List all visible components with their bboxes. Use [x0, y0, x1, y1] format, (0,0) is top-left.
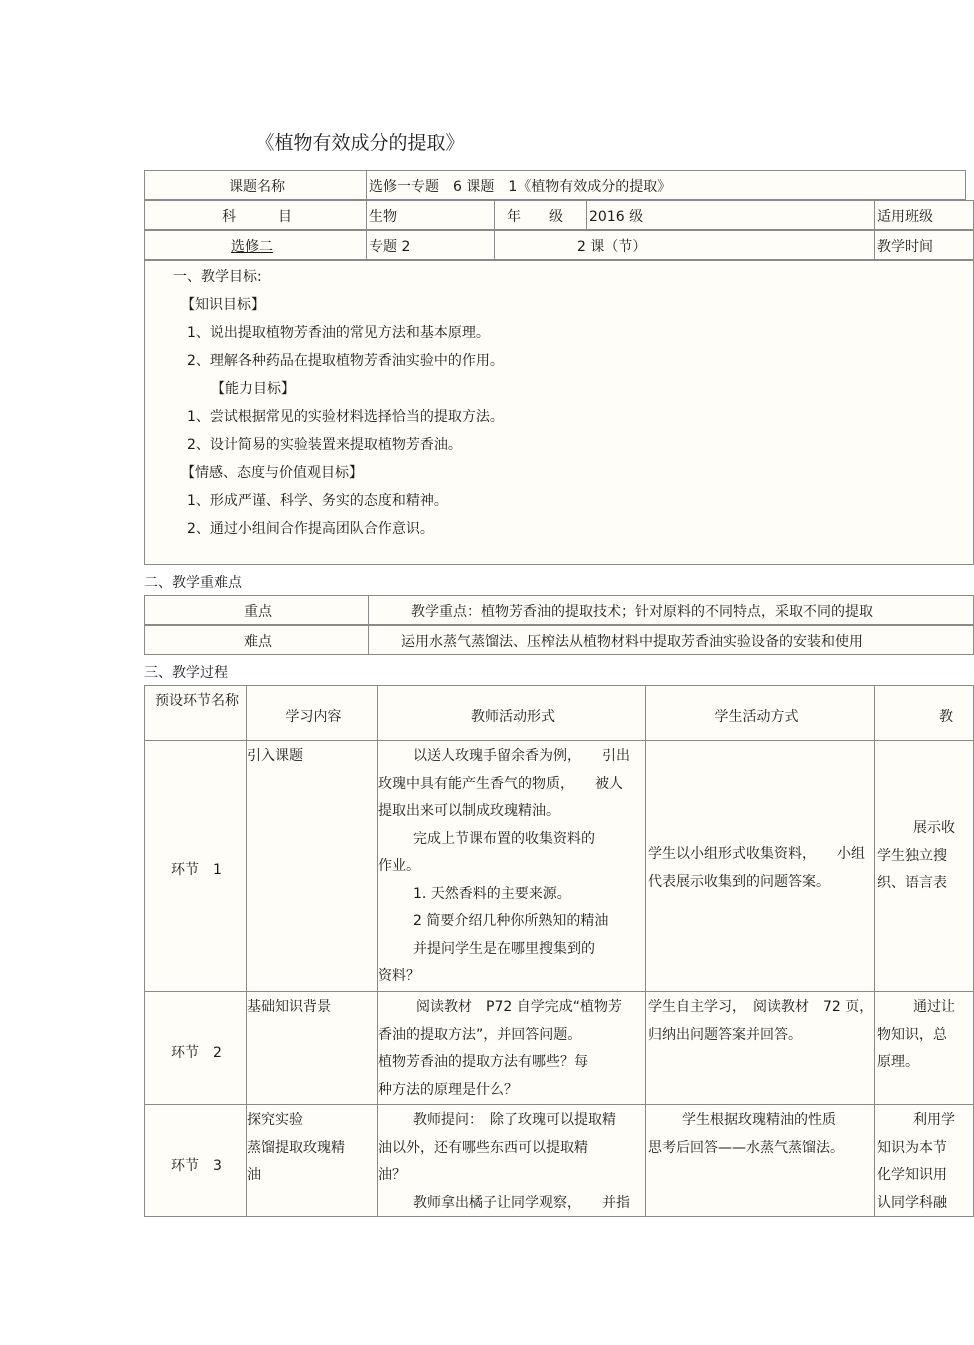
info-cell [366, 230, 496, 260]
intent-line: 化学知识用 [877, 1167, 947, 1183]
stage-content-cell [246, 1104, 379, 1217]
topic-value: 专题 2 [369, 239, 411, 255]
stage-content: 引入课题 [247, 748, 303, 764]
info-cell [586, 200, 876, 230]
header-intent: 教 [939, 709, 953, 725]
intent-line: 织、语言表 [877, 875, 947, 891]
class-label: 适用班级 [877, 209, 933, 225]
student-line: 代表展示收集到的问题答案。 [648, 873, 830, 890]
stage-name-cell [144, 740, 248, 993]
stage-name: 环节 3 [171, 1158, 222, 1174]
stage-content-cell [246, 740, 379, 993]
student-line: 归纳出问题答案并回答。 [648, 1026, 802, 1043]
student-line: 学生以小组形式收集资料， 小组 [648, 846, 865, 862]
intent-line: 原理。 [877, 1054, 919, 1070]
stage-teacher [378, 1107, 642, 1217]
teacher-line: 玫瑰中具有能产生香气的物质， 被人 [378, 775, 623, 792]
teacher-line: 阅读教材 P72 自学完成“植物芳 [416, 999, 622, 1015]
keypoint-cell [368, 595, 974, 625]
knowledge-item: 1、说出提取植物芳香油的常见方法和基本原理。 [187, 325, 490, 341]
objectives-content [173, 263, 504, 543]
teacher-line: 完成上节课布置的收集资料的 [413, 830, 595, 847]
content-line: 油 [247, 1167, 261, 1183]
teacher-line: 教师拿出橘子让同学观察， 并指 [413, 1194, 630, 1211]
stage-name-cell [144, 991, 248, 1106]
info-cell [144, 200, 368, 230]
intent-line: 认同学科融 [877, 1194, 947, 1211]
intent-line: 物知识，总 [877, 1026, 947, 1043]
teacher-line: 提取出来可以制成玫瑰精油。 [378, 803, 560, 819]
stage-intent-cell [874, 991, 974, 1106]
header-cell [874, 685, 974, 742]
hard-label: 难点 [244, 634, 272, 650]
teacher-line: 香油的提取方法”，并回答问题。 [378, 1026, 582, 1043]
stage-student [648, 994, 873, 1049]
keypoint-cell [144, 625, 370, 655]
intent-line: 通过让 [913, 999, 955, 1015]
key-value: 教学重点：植物芳香油的提取技术；针对原料的不同特点，采取不同的提取 [411, 604, 873, 620]
header-cell [144, 685, 248, 742]
header-student: 学生活动方式 [714, 709, 799, 725]
stage-teacher-cell [377, 991, 647, 1106]
info-cell [494, 200, 588, 230]
stage-name: 环节 1 [171, 862, 222, 878]
info-cell [366, 200, 496, 230]
time-label: 教学时间 [877, 239, 933, 255]
ability-item: 2、设计简易的实验装置来提取植物芳香油。 [187, 437, 462, 453]
teacher-line: 资料？ [378, 968, 420, 984]
info-cell [144, 230, 368, 260]
stage-teacher-cell [377, 740, 647, 993]
teacher-line: 以送人玫瑰手留余香为例， 引出 [413, 748, 630, 764]
stage-intent [877, 1107, 955, 1217]
header-cell [246, 685, 379, 742]
stage-student-cell [645, 1104, 876, 1217]
stage-student-cell [645, 740, 876, 993]
stage-teacher-cell [377, 1104, 647, 1217]
stage-name: 环节 2 [171, 1045, 222, 1061]
knowledge-item: 2、理解各种药品在提取植物芳香油实验中的作用。 [187, 353, 504, 369]
process-heading: 三、教学过程 [144, 665, 228, 681]
content-line: 蒸馏提取玫瑰精 [247, 1139, 345, 1156]
elective-label: 选修二 [231, 239, 273, 255]
emotion-heading: 【情感、态度与价值观目标】 [181, 465, 363, 481]
info-cell [874, 230, 974, 260]
header-cell [645, 685, 876, 742]
student-line: 思考后回答——水蒸气蒸馏法。 [648, 1139, 844, 1156]
stage-intent-cell [874, 740, 974, 993]
intent-line: 学生独立搜 [877, 847, 947, 864]
course-name-label: 课题名称 [229, 179, 285, 195]
key-label: 重点 [244, 604, 272, 620]
stage-teacher [378, 743, 642, 991]
objectives-section [144, 260, 974, 565]
info-cell [874, 200, 974, 230]
stage-content: 基础知识背景 [247, 999, 331, 1015]
intent-line: 利用学 [913, 1112, 955, 1128]
stage-student [648, 1107, 844, 1162]
teacher-line: 油以外，还有哪些东西可以提取精 [378, 1139, 588, 1156]
intent-line: 知识为本节 [877, 1139, 947, 1156]
teacher-line: 1. 天然香料的主要来源。 [413, 885, 571, 902]
grade-value: 2016 级 [589, 209, 644, 225]
teacher-line: 植物芳香油的提取方法有哪些？每 [378, 1054, 588, 1070]
ability-heading: 【能力目标】 [211, 381, 295, 397]
emotion-item: 1、形成严谨、科学、务实的态度和精神。 [187, 493, 448, 509]
hard-value: 运用水蒸气蒸馏法、压榨法从植物材料中提取芳香油实验设备的安装和使用 [401, 634, 863, 650]
stage-content [247, 1107, 345, 1190]
info-cell [366, 170, 966, 200]
teacher-line: 油？ [378, 1167, 406, 1183]
stage-teacher [378, 994, 642, 1104]
course-name-value: 选修一专题 6 课题 1《植物有效成分的提取》 [369, 179, 672, 195]
subject-label: 科 目 [222, 209, 292, 225]
stage-intent [877, 994, 955, 1077]
info-cell [494, 230, 876, 260]
student-line: 学生自主学习， 阅读教材 72 页， [648, 999, 874, 1015]
stage-student-cell [645, 991, 876, 1106]
objectives-heading: 一、教学目标: [173, 269, 262, 285]
stage-student [648, 841, 865, 896]
student-line: 学生根据玫瑰精油的性质 [682, 1112, 836, 1128]
ability-item: 1、尝试根据常见的实验材料选择恰当的提取方法。 [187, 409, 504, 425]
header-stage: 预设环节名称 [155, 693, 239, 709]
subject-value: 生物 [369, 209, 397, 225]
stage-name-cell [144, 1104, 248, 1217]
lessons-value: 2 课（节） [577, 239, 647, 255]
teacher-line: 2 简要介绍几种你所熟知的精油 [413, 913, 609, 929]
content-line: 探究实验 [247, 1112, 303, 1128]
teacher-line: 教师提问： 除了玫瑰可以提取精 [413, 1112, 616, 1128]
keypoint-cell [368, 625, 974, 655]
teacher-line: 种方法的原理是什么？ [378, 1081, 518, 1098]
knowledge-heading: 【知识目标】 [181, 297, 265, 313]
keypoint-cell [144, 595, 370, 625]
grade-label: 年 级 [507, 209, 563, 225]
keypoints-heading: 二、教学重难点 [144, 575, 242, 591]
header-content: 学习内容 [285, 709, 342, 725]
document-title: 《植物有效成分的提取》 [255, 132, 465, 154]
emotion-item: 2、通过小组间合作提高团队合作意识。 [187, 521, 434, 537]
teacher-line: 作业。 [378, 858, 420, 874]
teacher-line: 并提问学生是在哪里搜集到的 [413, 940, 595, 957]
info-cell [144, 170, 368, 200]
header-teacher: 教师活动形式 [471, 709, 555, 725]
intent-line: 展示收 [913, 820, 955, 836]
header-cell [377, 685, 647, 742]
stage-intent-cell [874, 1104, 974, 1217]
stage-content-cell [246, 991, 379, 1106]
stage-intent [877, 815, 955, 898]
